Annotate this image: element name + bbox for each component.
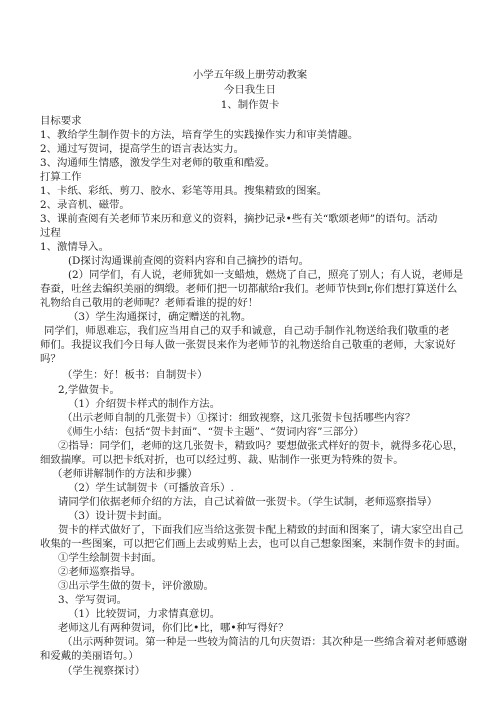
body-line: （老师讲解制作的方法和步骤） — [52, 468, 198, 480]
body-line: 师们。我提议我们今日每人做一张贺艮来作为老师节的礼物送给自己敬重的老师，大家说好 — [40, 339, 456, 351]
body-line: 贺卡的样式做好了，下面我们应当给这张贺卡配上精致的封面和图案了，请大家空出自己 — [58, 524, 464, 536]
doc-subtitle: 今日我生日 — [224, 84, 276, 96]
body-line: （3）设计贺卡封面。 — [68, 510, 169, 522]
body-line: 《师生小结：包括“贺卡封面”、“贺卡主题”、“贺词内容”三部分） — [62, 426, 365, 438]
body-line: 春蚕，吐丝去编织美丽的绸缎。老师们把一切都献给r我们。老师节快到r,你们想打算送什么 — [40, 283, 458, 295]
body-line: （出示两种贺词。第一种是一些较为简洁的几句庆贺语：其次种是一些绵含着对老师感谢 — [62, 636, 468, 648]
body-line: （3）学生沟通探讨，确定赠送的礼物。 — [68, 311, 252, 323]
body-line: (2）同学们，有人说，老师犹如一支蜡烛，燃烧了自己，照亮了别人；有人说，老师是 — [68, 269, 464, 281]
body-line: （学生：好！板书：自制贺卡） — [62, 369, 208, 381]
body-line: （1）比较贺词，力求情真意切。 — [68, 608, 221, 620]
lesson-heading: 1、制作贺卡 — [220, 99, 280, 111]
doc-title: 小学五年级上册劳动教案 — [192, 69, 308, 81]
body-line: 老师这儿有两种贺词，你们比•比，哪•种写得好？ — [58, 622, 289, 634]
prep-item: 2、录音机、磁带。 — [40, 199, 130, 211]
body-line: 细致揣摩。可以把卡纸对折，也可以经过剪、裁、贴制作一张更为特殊的贺卡。 — [40, 454, 404, 466]
body-line: 吗？ — [40, 353, 61, 365]
goal-item: 3、沟通师生情感，激发学生对老师的敬重和酷爱。 — [40, 157, 276, 169]
body-line: 和爱戴的美丽语句。） — [40, 650, 139, 662]
body-line: ③出示学生做的贺卡，评价激励。 — [58, 580, 214, 592]
step-heading: 3、学写贺词。 — [58, 594, 127, 606]
section-heading: 目标要求 — [40, 115, 82, 127]
goal-item: 2、通过写贺词，提高学生的语言表达实力。 — [40, 143, 245, 155]
section-heading: 过程 — [40, 227, 61, 239]
step-heading: 1、激情导入。 — [40, 241, 109, 253]
body-line: （学生视察探讨） — [62, 665, 146, 677]
section-heading: 打算工作 — [40, 171, 82, 183]
prep-item: 3、课前查阅有关老师节来历和意义的资料，摘抄记录•些有关“歌颂老师”的语句。活动 — [40, 213, 438, 225]
body-line: 礼物给自己敬用的老师呢？老师看谁的提的好！ — [40, 297, 259, 309]
body-line: 同学们，师恩难忘，我们应当用自己的双手和诚意，自己动手制作礼物送给我们敬重的老 — [44, 325, 450, 337]
body-line: （出示老师自制的几张贺卡）①探讨：细致视察，这几张贺卡包括哪些内容？ — [62, 412, 416, 424]
body-line: ②老师巡察指导。 — [58, 566, 142, 578]
body-line: (D探讨沟通课前查阅的资料内容和自己摘抄的语句。 — [68, 255, 309, 267]
body-line: 请同学们依据老师介绍的方法，自己试着做一张贺卡。（学生试制，老师巡察指导） — [58, 496, 438, 508]
body-line: ①学生绘制贺卡封面。 — [58, 552, 162, 564]
body-line: （2）学生试制贺卡（可播放音乐）. — [68, 482, 234, 494]
body-line: ②指导：同学们，老师的这几张贺卡，精致吗？要想做张式样好的贺卡，就得多花心思， — [58, 440, 464, 452]
goal-item: 1、教给学生制作贺卡的方法，培育学生的实践操作实力和审美情趣。 — [40, 129, 359, 141]
step-heading: 2,学做贺卡。 — [58, 384, 120, 396]
prep-item: 1、卡纸、彩纸、剪刀、胶水、彩笔等用具。搜集精致的图案。 — [40, 185, 328, 197]
body-line: 收集的一些图案，可以把它们画上去或剪贴上去，也可以自己想象图案，来制作贺卡的封面。 — [40, 538, 467, 550]
body-line: （1）介绍贺卡样式的制作方法。 — [68, 398, 221, 410]
